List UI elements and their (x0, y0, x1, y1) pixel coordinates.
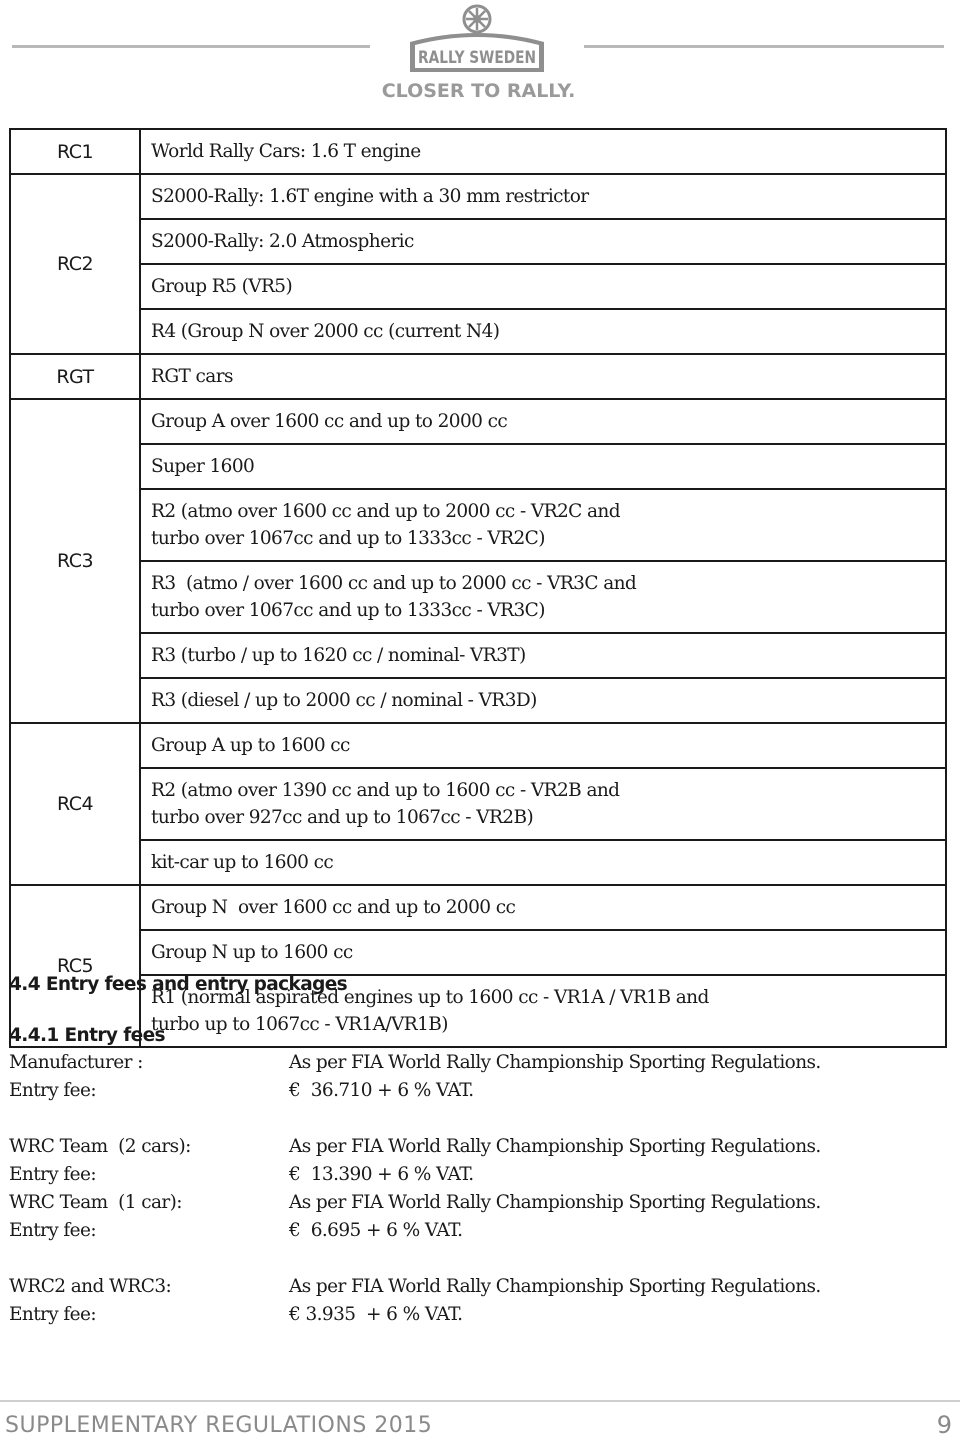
fee-value-entry-fee: € 3.935 + 6 % VAT. (289, 1304, 463, 1325)
class-category-cell: RC4 (10, 723, 140, 885)
class-description-text: S2000-Rally: 2.0 Atmospheric (151, 231, 414, 252)
class-description-text: R3 (atmo / over 1600 cc and up to 2000 cc - VR3C and turbo over 1067cc and up to 1333cc - VR3C) (151, 573, 637, 621)
fee-label-wrc-team-2: WRC Team (2 cars): (9, 1136, 191, 1157)
class-description-text: Group N up to 1600 cc (151, 942, 353, 963)
car-class-table (9, 128, 947, 1048)
class-row (10, 264, 946, 309)
footer-title: SUPPLEMENTARY REGULATIONS 2015 (5, 1413, 433, 1438)
class-description-cell (140, 930, 946, 975)
fee-label-entry-fee: Entry fee: (9, 1220, 97, 1241)
class-row (10, 354, 946, 399)
class-description-text: R3 (turbo / up to 1620 cc / nominal- VR3T) (151, 645, 526, 666)
class-description-text: R3 (diesel / up to 2000 cc / nominal - VR3D) (151, 690, 537, 711)
class-description-cell (140, 768, 946, 840)
class-row (10, 561, 946, 633)
fee-value-wrc-team-1: As per FIA World Rally Championship Sporting Regulations. (289, 1192, 821, 1213)
class-description-cell (140, 174, 946, 219)
class-category-cell: RC5 (10, 885, 140, 1047)
class-description-text: Group A over 1600 cc and up to 2000 cc (151, 411, 508, 432)
header-divider-left (12, 45, 370, 48)
class-description-cell (140, 633, 946, 678)
class-row (10, 489, 946, 561)
class-row (10, 633, 946, 678)
class-row (10, 309, 946, 354)
class-description-cell (140, 219, 946, 264)
fee-label-entry-fee: Entry fee: (9, 1164, 97, 1185)
class-description-cell (140, 399, 946, 444)
class-description-cell (140, 678, 946, 723)
class-description-cell (140, 723, 946, 768)
class-row (10, 678, 946, 723)
class-description-cell (140, 840, 946, 885)
class-description-text: RGT cars (151, 366, 233, 387)
class-row (10, 129, 946, 174)
fee-label-manufacturer: Manufacturer : (9, 1052, 143, 1073)
class-description-cell (140, 444, 946, 489)
class-description-cell (140, 354, 946, 399)
class-row (10, 444, 946, 489)
class-description-text: Super 1600 (151, 456, 255, 477)
class-row (10, 840, 946, 885)
fee-label-entry-fee: Entry fee: (9, 1080, 97, 1101)
class-description-text: World Rally Cars: 1.6 T engine (151, 141, 421, 162)
fee-value-entry-fee: € 6.695 + 6 % VAT. (289, 1220, 463, 1241)
header-divider-right (584, 45, 944, 48)
class-category-cell: RC3 (10, 399, 140, 723)
class-description-cell (140, 885, 946, 930)
tagline: CLOSER TO RALLY. (381, 80, 576, 102)
fee-label-entry-fee: Entry fee: (9, 1304, 97, 1325)
class-category-cell: RGT (10, 354, 140, 399)
class-description-text: S2000-Rally: 1.6T engine with a 30 mm restrictor (151, 186, 589, 207)
fee-value-manufacturer: As per FIA World Rally Championship Sporting Regulations. (289, 1052, 821, 1073)
class-description-cell (140, 129, 946, 174)
fee-value-entry-fee: € 13.390 + 6 % VAT. (289, 1164, 474, 1185)
class-description-text: kit-car up to 1600 cc (151, 852, 334, 873)
class-description-cell (140, 264, 946, 309)
class-row (10, 399, 946, 444)
class-description-text: R4 (Group N over 2000 cc (current N4) (151, 321, 500, 342)
class-description-cell (140, 489, 946, 561)
logo-text: RALLY SWEDEN (418, 48, 536, 68)
rally-sweden-logo (402, 2, 552, 76)
class-description-text: R2 (atmo over 1600 cc and up to 2000 cc - VR2C and turbo over 1067cc and up to 1333cc - VR2C) (151, 501, 620, 549)
class-row (10, 174, 946, 219)
class-description-text: Group A up to 1600 cc (151, 735, 350, 756)
fee-value-wrc2-wrc3: As per FIA World Rally Championship Sporting Regulations. (289, 1276, 821, 1297)
class-row (10, 768, 946, 840)
class-description-text: R1 (normal aspirated engines up to 1600 cc - VR1A / VR1B and turbo up to 1067cc - VR1A/VR1B) (151, 987, 709, 1035)
class-row (10, 930, 946, 975)
fee-value-wrc-team-2: As per FIA World Rally Championship Sporting Regulations. (289, 1136, 821, 1157)
subsection-heading: 4.4.1 Entry fees (9, 1025, 165, 1046)
class-row (10, 723, 946, 768)
section-heading: 4.4 Entry fees and entry packages (9, 974, 348, 995)
fee-label-wrc-team-1: WRC Team (1 car): (9, 1192, 182, 1213)
class-category-cell: RC2 (10, 174, 140, 354)
fee-value-entry-fee: € 36.710 + 6 % VAT. (289, 1080, 474, 1101)
class-row (10, 885, 946, 930)
page-number: 9 (936, 1411, 952, 1439)
class-description-text: Group R5 (VR5) (151, 276, 293, 297)
class-row (10, 219, 946, 264)
class-description-cell (140, 309, 946, 354)
fee-label-wrc2-wrc3: WRC2 and WRC3: (9, 1276, 172, 1297)
class-category-cell: RC1 (10, 129, 140, 174)
class-description-text: R2 (atmo over 1390 cc and up to 1600 cc - VR2B and turbo over 927cc and up to 1067cc - VR2B) (151, 780, 620, 828)
class-description-cell (140, 561, 946, 633)
footer-divider (0, 1400, 960, 1402)
class-description-text: Group N over 1600 cc and up to 2000 cc (151, 897, 516, 918)
